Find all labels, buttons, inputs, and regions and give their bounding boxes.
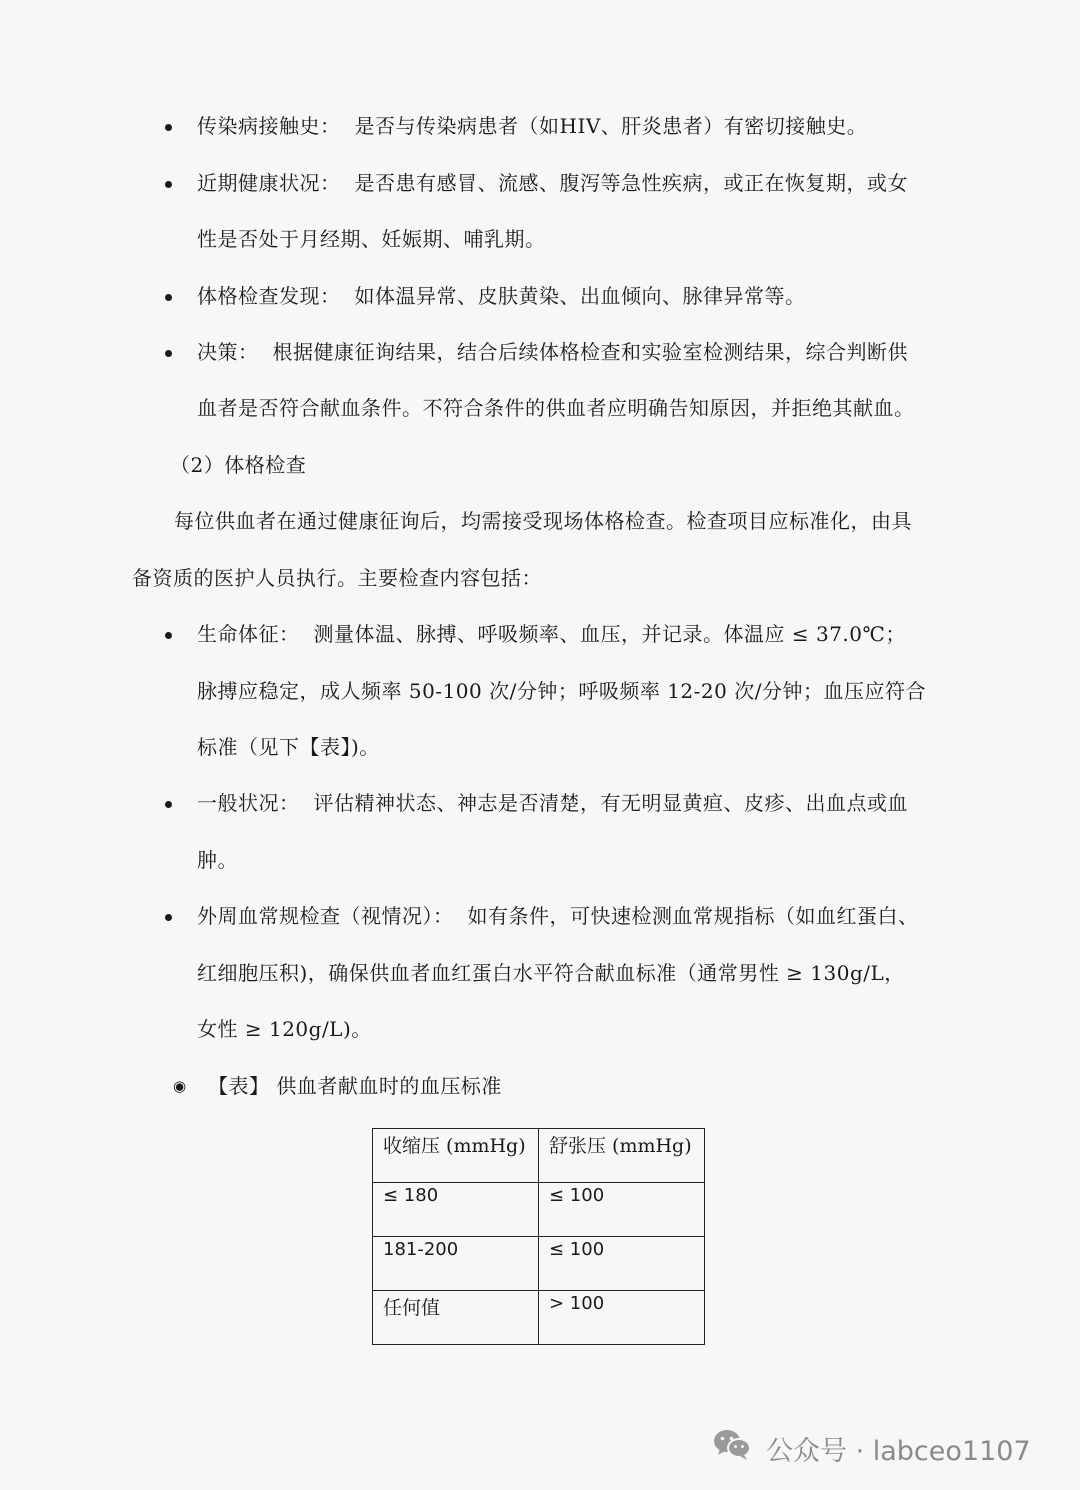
bullet-label: 决策： <box>197 340 259 364</box>
bullet-item <box>197 788 908 818</box>
bullet-text: 是否患有感冒、流感、腹泻等急性疾病，或正在恢复期，或女 <box>354 171 908 195</box>
bullet-continuation: 红细胞压积)，确保供血者血红蛋白水平符合献血标准（通常男性 ≥ 130g/L， <box>197 961 905 985</box>
section-heading: （2）体格检查 <box>170 453 307 477</box>
table-header-row <box>373 1129 705 1183</box>
bullet-item <box>197 281 806 311</box>
bullet-dot <box>165 294 172 301</box>
bullet-dot <box>165 801 172 808</box>
bp-standard-table <box>372 1128 705 1345</box>
bullet-label: 生命体征： <box>197 622 300 646</box>
bullet-dot <box>165 350 172 357</box>
bullet-dot <box>165 914 172 921</box>
table-row <box>373 1291 705 1345</box>
table-row <box>373 1183 705 1237</box>
circle-bullet-icon: ◉ <box>173 1077 187 1095</box>
bullet-dot <box>165 181 172 188</box>
watermark <box>712 1430 1031 1466</box>
bullet-continuation: 标准（见下【表】)。 <box>197 735 380 759</box>
bullet-label: 外周血常规检查（视情况）： <box>197 904 454 928</box>
wechat-icon <box>712 1428 752 1469</box>
table-header-cell: 收缩压 (mmHg) <box>373 1129 539 1183</box>
table-row <box>373 1237 705 1291</box>
bullet-text: 如体温异常、皮肤黄染、出血倾向、脉律异常等。 <box>354 284 806 308</box>
table-cell: 任何值 <box>373 1291 539 1345</box>
bullet-continuation: 脉搏应稳定，成人频率 50-100 次/分钟；呼吸频率 12-20 次/分钟；血压应符合 <box>197 679 926 703</box>
table-cell: > 100 <box>539 1291 705 1345</box>
table-cell: 181-200 <box>373 1237 539 1291</box>
table-cell: ≤ 100 <box>539 1237 705 1291</box>
bullet-text: 如有条件，可快速检测血常规指标（如血红蛋白、 <box>467 904 919 928</box>
bullet-dot <box>165 124 172 131</box>
watermark-text: 公众号 · labceo1107 <box>766 1435 1031 1467</box>
bullet-text: 测量体温、脉搏、呼吸频率、血压，并记录。体温应 ≤ 37.0℃； <box>313 622 906 646</box>
bullet-label: 一般状况： <box>197 791 300 815</box>
paragraph-line: 备资质的医护人员执行。主要检查内容包括： <box>132 566 542 590</box>
bullet-text: 根据健康征询结果，结合后续体格检查和实验室检测结果，综合判断供 <box>272 340 908 364</box>
bullet-item <box>197 168 908 198</box>
table-header-cell: 舒张压 (mmHg) <box>539 1129 705 1183</box>
bullet-dot <box>165 632 172 639</box>
bullet-label: 体格检查发现： <box>197 284 341 308</box>
table-cell: ≤ 180 <box>373 1183 539 1237</box>
table-cell: ≤ 100 <box>539 1183 705 1237</box>
bullet-text: 评估精神状态、神志是否清楚，有无明显黄疸、皮疹、出血点或血 <box>313 791 908 815</box>
bullet-continuation: 女性 ≥ 120g/L)。 <box>197 1017 372 1041</box>
bullet-label: 传染病接触史： <box>197 114 341 138</box>
bullet-item <box>197 337 908 367</box>
bullet-label: 近期健康状况： <box>197 171 341 195</box>
bullet-continuation: 血者是否符合献血条件。不符合条件的供血者应明确告知原因，并拒绝其献血。 <box>197 396 915 420</box>
paragraph-line: 每位供血者在通过健康征询后，均需接受现场体格检查。检查项目应标准化，由具 <box>174 509 912 533</box>
bullet-text: 是否与传染病患者（如HIV、肝炎患者）有密切接触史。 <box>354 114 868 138</box>
bullet-item <box>197 901 919 931</box>
bullet-continuation: 性是否处于月经期、妊娠期、哺乳期。 <box>197 227 546 251</box>
bullet-item <box>197 619 906 649</box>
bullet-item <box>197 111 867 141</box>
bullet-continuation: 肿。 <box>197 848 238 872</box>
table-caption: 【表】 供血者献血时的血压标准 <box>208 1074 502 1098</box>
